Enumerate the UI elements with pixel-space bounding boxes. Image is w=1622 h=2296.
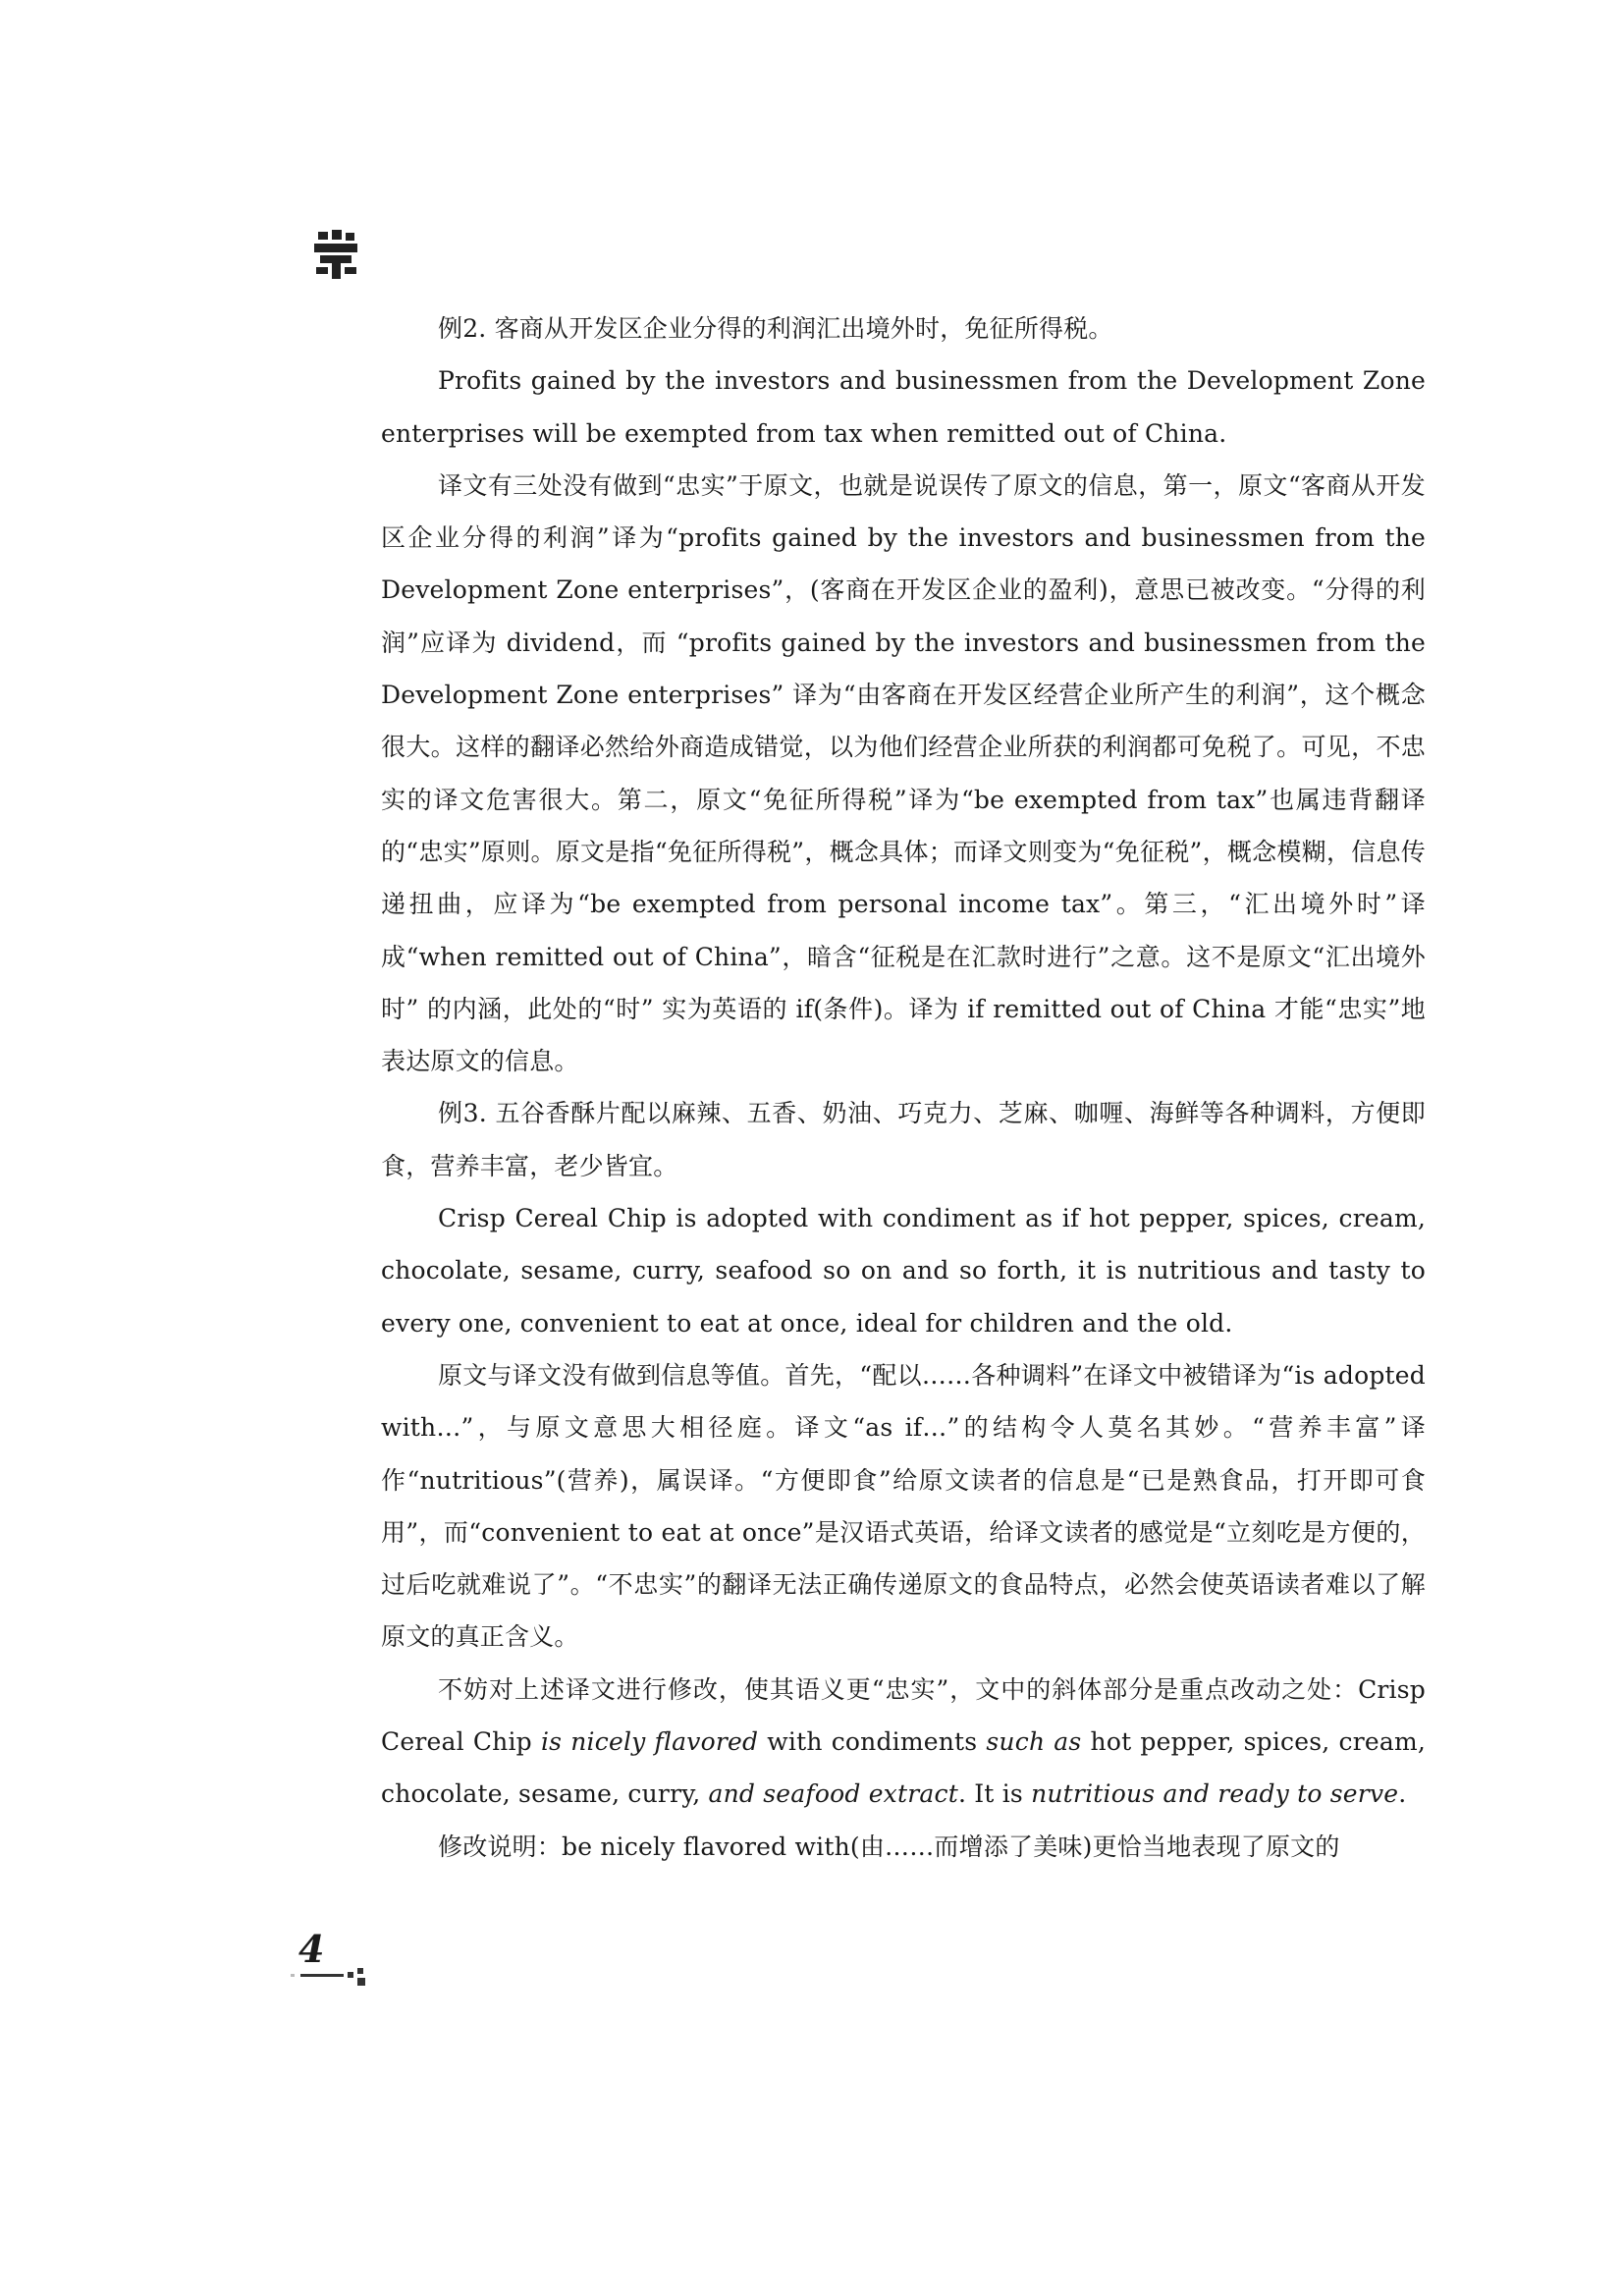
revision-italic-2: such as	[986, 1727, 1082, 1757]
page-footer	[291, 1927, 389, 1986]
example3-analysis: 原文与译文没有做到信息等值。首先，“配以……各种调料”在译文中被错译为“is adopted with…”，与原文意思大相径庭。译文“as if…”的结构令人莫名其妙。“营养丰富”译作“nutritious”(营养)，属误译。“方便即食”给原文读者的信息是“已是熟食品，打开即可食用”，而“convenient to eat at once”是汉语式英语，给译文读者的感觉是“立刻吃是方便的，过后吃就难说了”。“不忠实”的翻译无法正确传递原文的食品特点，必然会使英语读者难以了解原文的真正含义。	[381, 1360, 1426, 1652]
revision-part-2: with condiments	[758, 1727, 987, 1757]
revision-part-3: hot pepper, spices, cream, chocolate, sesame, curry,	[381, 1727, 1426, 1809]
revision-part-5: .	[1398, 1779, 1407, 1809]
revision-italic-4: nutritious and ready to serve	[1031, 1779, 1399, 1809]
example3-revision	[381, 1664, 1426, 1821]
page-ornament-icon	[291, 1966, 389, 1988]
page-number: 4	[298, 1927, 325, 1971]
example3-source: 例3. 五谷香酥片配以麻辣、五香、奶油、巧克力、芝麻、咖喱、海鲜等各种调料，方便即食，营养丰富，老少皆宜。	[381, 1099, 1426, 1180]
example2-source: 例2. 客商从开发区企业分得的利润汇出境外时，免征所得税。	[438, 314, 1113, 343]
chapter-mark-icon	[312, 228, 359, 281]
body-text	[381, 302, 1426, 1873]
example2-translation: Profits gained by the investors and businessmen from the Development Zone enterprises will be exempted from tax when remitted out of China.	[381, 366, 1426, 448]
revision-italic-3: and seafood extract	[708, 1779, 958, 1809]
revision-italic-1: is nicely flavored	[540, 1727, 759, 1757]
revision-intro: 不妨对上述译文进行修改，使其语义更“忠实”，文中的斜体部分是重点改动之处：	[438, 1674, 1359, 1704]
example2-analysis: 译文有三处没有做到“忠实”于原文，也就是说误传了原文的信息，第一，原文“客商从开发区企业分得的利润”译为“profits gained by the investors and businessmen from the Development Zone enterprises”，(客商在开发区企业的盈利)，意思已被改变。“分得的利润”应译为 dividend，而 “profits gained by the investors and businessmen from the Development Zone enterprises” 译为“由客商在开发区经营企业所产生的利润”，这个概念很大。这样的翻译必然给外商造成错觉，以为他们经营企业所获的利润都可免税了。可见，不忠实的译文危害很大。第二，原文“免征所得税”译为“be exempted from tax”也属违背翻译的“忠实”原则。原文是指“免征所得税”，概念具体；而译文则变为“免征税”，概念模糊，信息传递扭曲，应译为“be exempted from personal income tax”。第三，“汇出境外时”译成“when remitted out of China”，暗含“征税是在汇款时进行”之意。这不是原文“汇出境外时” 的内涵，此处的“时” 实为英语的 if(条件)。译为 if remitted out of China 才能“忠实”地表达原文的信息。	[381, 470, 1426, 1076]
revision-note: 修改说明：be nicely flavored with(由……而增添了美味)更恰当地表现了原文的	[438, 1831, 1340, 1861]
example3-translation: Crisp Cereal Chip is adopted with condiment as if hot pepper, spices, cream, chocolate, sesame, curry, seafood so on and so forth, it is nutritious and tasty to every one, convenient to eat at once, ideal for children and the old.	[381, 1204, 1426, 1338]
revision-part-1: Crisp Cereal Chip	[381, 1674, 1426, 1757]
revision-part-4: . It is	[957, 1779, 1032, 1809]
